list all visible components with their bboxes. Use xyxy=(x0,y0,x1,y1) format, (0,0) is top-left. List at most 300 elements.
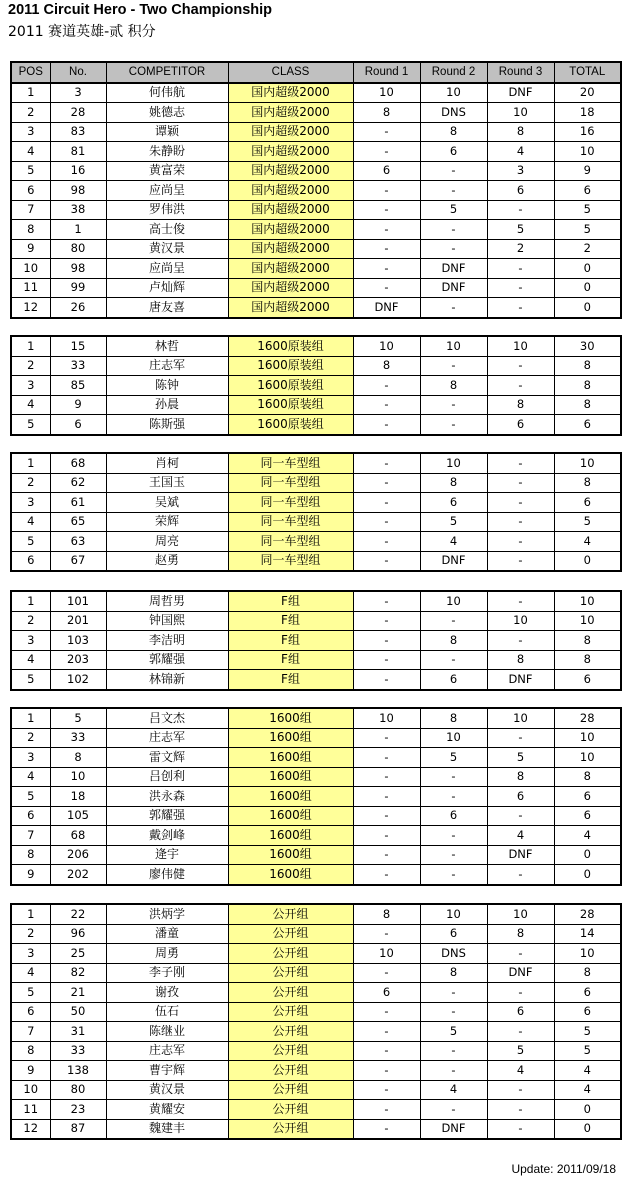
cell-number: 83 xyxy=(50,122,106,142)
cell-class: 同一车型组 xyxy=(228,532,353,552)
cell-pos: 9 xyxy=(11,1061,50,1081)
results-table-5 xyxy=(10,707,622,886)
cell-number: 96 xyxy=(50,924,106,944)
cell-number: 62 xyxy=(50,473,106,493)
cell-class: F组 xyxy=(228,650,353,670)
cell-class: 1600组 xyxy=(228,748,353,768)
cell-round1: - xyxy=(353,220,420,240)
table-row xyxy=(11,83,621,103)
cell-pos: 2 xyxy=(11,611,50,631)
cell-total: 6 xyxy=(554,983,621,1003)
cell-round2: - xyxy=(420,298,487,318)
cell-total: 14 xyxy=(554,924,621,944)
cell-pos: 12 xyxy=(11,1119,50,1139)
cell-number: 6 xyxy=(50,415,106,435)
cell-pos: 11 xyxy=(11,1100,50,1120)
cell-total: 28 xyxy=(554,708,621,728)
table-row xyxy=(11,122,621,142)
table-row xyxy=(11,415,621,435)
cell-round1: - xyxy=(353,473,420,493)
cell-round2: 8 xyxy=(420,122,487,142)
cell-competitor: 逄宇 xyxy=(106,845,228,865)
table-row xyxy=(11,551,621,571)
cell-number: 67 xyxy=(50,551,106,571)
cell-number: 80 xyxy=(50,1080,106,1100)
table-row xyxy=(11,1041,621,1061)
cell-pos: 3 xyxy=(11,493,50,513)
cell-number: 8 xyxy=(50,748,106,768)
cell-round2: - xyxy=(420,220,487,240)
table-row xyxy=(11,493,621,513)
table-row xyxy=(11,904,621,924)
cell-round2: 8 xyxy=(420,473,487,493)
cell-competitor: 吕文杰 xyxy=(106,708,228,728)
cell-number: 10 xyxy=(50,767,106,787)
cell-class: 公开组 xyxy=(228,924,353,944)
cell-round2: 6 xyxy=(420,806,487,826)
table-row xyxy=(11,336,621,356)
cell-pos: 3 xyxy=(11,122,50,142)
cell-class: 1600组 xyxy=(228,806,353,826)
cell-number: 9 xyxy=(50,395,106,415)
cell-round1: - xyxy=(353,181,420,201)
cell-competitor: 陈继业 xyxy=(106,1022,228,1042)
cell-total: 10 xyxy=(554,142,621,162)
cell-round2: 8 xyxy=(420,708,487,728)
cell-pos: 2 xyxy=(11,728,50,748)
cell-round3: - xyxy=(487,1080,554,1100)
cell-pos: 6 xyxy=(11,551,50,571)
cell-class: 国内超级2000 xyxy=(228,83,353,103)
cell-round3: 4 xyxy=(487,826,554,846)
cell-class: 1600组 xyxy=(228,728,353,748)
cell-round2: - xyxy=(420,865,487,885)
cell-total: 28 xyxy=(554,904,621,924)
cell-round2: DNF xyxy=(420,551,487,571)
cell-round1: - xyxy=(353,122,420,142)
cell-class: 1600组 xyxy=(228,845,353,865)
header-round2: Round 2 xyxy=(420,62,487,83)
table-row xyxy=(11,748,621,768)
cell-round3: - xyxy=(487,865,554,885)
cell-class: 1600组 xyxy=(228,787,353,807)
cell-round1: 6 xyxy=(353,983,420,1003)
cell-round3: DNF xyxy=(487,845,554,865)
cell-number: 26 xyxy=(50,298,106,318)
cell-competitor: 孙晨 xyxy=(106,395,228,415)
cell-competitor: 吕创利 xyxy=(106,767,228,787)
cell-competitor: 洪永森 xyxy=(106,787,228,807)
cell-competitor: 伍石 xyxy=(106,1002,228,1022)
cell-round2: 10 xyxy=(420,336,487,356)
cell-round1: - xyxy=(353,1119,420,1139)
cell-number: 28 xyxy=(50,103,106,123)
cell-total: 8 xyxy=(554,395,621,415)
cell-class: 1600组 xyxy=(228,865,353,885)
cell-round3: 5 xyxy=(487,220,554,240)
cell-round1: - xyxy=(353,670,420,690)
cell-competitor: 唐友喜 xyxy=(106,298,228,318)
cell-competitor: 钟国熙 xyxy=(106,611,228,631)
cell-number: 82 xyxy=(50,963,106,983)
cell-competitor: 林哲 xyxy=(106,336,228,356)
cell-class: 同一车型组 xyxy=(228,551,353,571)
cell-number: 22 xyxy=(50,904,106,924)
cell-class: 公开组 xyxy=(228,1022,353,1042)
cell-number: 206 xyxy=(50,845,106,865)
cell-round1: - xyxy=(353,924,420,944)
cell-pos: 12 xyxy=(11,298,50,318)
cell-round2: - xyxy=(420,611,487,631)
cell-number: 98 xyxy=(50,181,106,201)
cell-round2: DNS xyxy=(420,944,487,964)
cell-pos: 10 xyxy=(11,259,50,279)
cell-class: 同一车型组 xyxy=(228,512,353,532)
cell-round3: 8 xyxy=(487,650,554,670)
cell-number: 16 xyxy=(50,161,106,181)
cell-pos: 2 xyxy=(11,473,50,493)
cell-total: 10 xyxy=(554,944,621,964)
cell-round3: 8 xyxy=(487,924,554,944)
cell-competitor: 潘童 xyxy=(106,924,228,944)
cell-competitor: 卢灿辉 xyxy=(106,278,228,298)
cell-round2: DNS xyxy=(420,103,487,123)
cell-total: 0 xyxy=(554,259,621,279)
cell-competitor: 陈斯强 xyxy=(106,415,228,435)
cell-class: 公开组 xyxy=(228,1080,353,1100)
cell-number: 1 xyxy=(50,220,106,240)
cell-pos: 4 xyxy=(11,767,50,787)
update-date: Update: 2011/09/18 xyxy=(511,1162,616,1176)
cell-round1: - xyxy=(353,142,420,162)
cell-round2: - xyxy=(420,161,487,181)
cell-round2: - xyxy=(420,1061,487,1081)
cell-round2: - xyxy=(420,181,487,201)
table-row xyxy=(11,611,621,631)
cell-round3: - xyxy=(487,259,554,279)
cell-class: 公开组 xyxy=(228,1061,353,1081)
cell-round1: 6 xyxy=(353,161,420,181)
cell-competitor: 黄汉景 xyxy=(106,1080,228,1100)
table-row xyxy=(11,1022,621,1042)
cell-round1: - xyxy=(353,650,420,670)
cell-total: 0 xyxy=(554,1119,621,1139)
cell-competitor: 李子刚 xyxy=(106,963,228,983)
cell-total: 5 xyxy=(554,1022,621,1042)
cell-total: 5 xyxy=(554,200,621,220)
cell-round3: - xyxy=(487,1022,554,1042)
cell-round3: 2 xyxy=(487,239,554,259)
cell-round2: 8 xyxy=(420,376,487,396)
cell-class: 国内超级2000 xyxy=(228,200,353,220)
cell-class: 1600组 xyxy=(228,767,353,787)
cell-class: 1600组 xyxy=(228,708,353,728)
header-competitor: COMPETITOR xyxy=(106,62,228,83)
cell-round1: DNF xyxy=(353,298,420,318)
cell-total: 0 xyxy=(554,1100,621,1120)
cell-competitor: 廖伟健 xyxy=(106,865,228,885)
cell-round3: - xyxy=(487,591,554,611)
header-total: TOTAL xyxy=(554,62,621,83)
cell-competitor: 曹宇辉 xyxy=(106,1061,228,1081)
cell-competitor: 姚德志 xyxy=(106,103,228,123)
cell-competitor: 黄汉景 xyxy=(106,239,228,259)
table-row xyxy=(11,512,621,532)
cell-number: 201 xyxy=(50,611,106,631)
cell-round2: - xyxy=(420,1041,487,1061)
cell-round2: - xyxy=(420,767,487,787)
cell-round2: 10 xyxy=(420,83,487,103)
table-row xyxy=(11,532,621,552)
table-row xyxy=(11,200,621,220)
cell-class: 公开组 xyxy=(228,1041,353,1061)
cell-class: F组 xyxy=(228,670,353,690)
cell-round1: 8 xyxy=(353,356,420,376)
cell-class: 1600组 xyxy=(228,826,353,846)
cell-round1: - xyxy=(353,512,420,532)
table-row xyxy=(11,924,621,944)
cell-pos: 6 xyxy=(11,1002,50,1022)
table-row xyxy=(11,1002,621,1022)
cell-round2: - xyxy=(420,650,487,670)
cell-round2: - xyxy=(420,826,487,846)
cell-total: 0 xyxy=(554,845,621,865)
cell-class: 公开组 xyxy=(228,1100,353,1120)
cell-round2: 8 xyxy=(420,631,487,651)
cell-total: 8 xyxy=(554,650,621,670)
cell-number: 5 xyxy=(50,708,106,728)
cell-number: 98 xyxy=(50,259,106,279)
table-row xyxy=(11,473,621,493)
cell-number: 61 xyxy=(50,493,106,513)
cell-pos: 3 xyxy=(11,748,50,768)
cell-round2: - xyxy=(420,983,487,1003)
cell-round2: 5 xyxy=(420,512,487,532)
cell-pos: 1 xyxy=(11,83,50,103)
cell-round2: 5 xyxy=(420,200,487,220)
cell-round1: - xyxy=(353,1100,420,1120)
cell-round2: DNF xyxy=(420,278,487,298)
cell-pos: 9 xyxy=(11,865,50,885)
cell-round1: - xyxy=(353,787,420,807)
cell-round3: 6 xyxy=(487,415,554,435)
cell-round3: 10 xyxy=(487,103,554,123)
cell-competitor: 周哲男 xyxy=(106,591,228,611)
cell-pos: 1 xyxy=(11,708,50,728)
cell-class: F组 xyxy=(228,591,353,611)
cell-class: 1600原装组 xyxy=(228,356,353,376)
cell-total: 4 xyxy=(554,1080,621,1100)
cell-class: 1600原装组 xyxy=(228,376,353,396)
cell-competitor: 高士俊 xyxy=(106,220,228,240)
cell-pos: 4 xyxy=(11,395,50,415)
cell-round1: - xyxy=(353,1080,420,1100)
table-row xyxy=(11,103,621,123)
cell-competitor: 黄富荣 xyxy=(106,161,228,181)
table-row xyxy=(11,983,621,1003)
cell-number: 25 xyxy=(50,944,106,964)
cell-round2: 5 xyxy=(420,748,487,768)
cell-round3: 4 xyxy=(487,142,554,162)
cell-total: 8 xyxy=(554,473,621,493)
cell-competitor: 周勇 xyxy=(106,944,228,964)
cell-pos: 7 xyxy=(11,1022,50,1042)
table-row xyxy=(11,161,621,181)
cell-round1: - xyxy=(353,767,420,787)
cell-round1: - xyxy=(353,963,420,983)
cell-round1: - xyxy=(353,611,420,631)
cell-round3: - xyxy=(487,631,554,651)
table-row xyxy=(11,670,621,690)
cell-pos: 10 xyxy=(11,1080,50,1100)
cell-round2: - xyxy=(420,787,487,807)
cell-class: 国内超级2000 xyxy=(228,298,353,318)
cell-pos: 2 xyxy=(11,103,50,123)
cell-round2: 5 xyxy=(420,1022,487,1042)
cell-round2: 6 xyxy=(420,493,487,513)
cell-class: 国内超级2000 xyxy=(228,239,353,259)
cell-total: 9 xyxy=(554,161,621,181)
cell-round1: - xyxy=(353,259,420,279)
cell-number: 23 xyxy=(50,1100,106,1120)
cell-round3: 8 xyxy=(487,122,554,142)
cell-competitor: 魏建丰 xyxy=(106,1119,228,1139)
cell-round3: 5 xyxy=(487,1041,554,1061)
cell-class: 国内超级2000 xyxy=(228,181,353,201)
cell-round3: - xyxy=(487,512,554,532)
cell-round1: - xyxy=(353,748,420,768)
cell-round3: - xyxy=(487,1100,554,1120)
cell-round2: 8 xyxy=(420,963,487,983)
cell-round3: 4 xyxy=(487,1061,554,1081)
cell-round3: 10 xyxy=(487,904,554,924)
table-row xyxy=(11,259,621,279)
cell-class: 同一车型组 xyxy=(228,473,353,493)
results-table-2 xyxy=(10,335,622,436)
cell-round3: - xyxy=(487,298,554,318)
table-row xyxy=(11,278,621,298)
cell-pos: 4 xyxy=(11,650,50,670)
cell-round1: - xyxy=(353,1022,420,1042)
cell-number: 103 xyxy=(50,631,106,651)
cell-total: 4 xyxy=(554,532,621,552)
table-row xyxy=(11,376,621,396)
table-row xyxy=(11,1080,621,1100)
cell-number: 3 xyxy=(50,83,106,103)
cell-total: 6 xyxy=(554,670,621,690)
cell-pos: 1 xyxy=(11,591,50,611)
table-row xyxy=(11,356,621,376)
cell-round3: 10 xyxy=(487,336,554,356)
cell-round3: DNF xyxy=(487,670,554,690)
cell-round1: - xyxy=(353,865,420,885)
header-row xyxy=(11,62,621,83)
cell-pos: 2 xyxy=(11,356,50,376)
cell-total: 30 xyxy=(554,336,621,356)
cell-round3: 6 xyxy=(487,787,554,807)
cell-round3: 6 xyxy=(487,181,554,201)
table-row xyxy=(11,220,621,240)
cell-pos: 8 xyxy=(11,220,50,240)
cell-round2: 6 xyxy=(420,670,487,690)
cell-class: F组 xyxy=(228,611,353,631)
cell-round3: - xyxy=(487,376,554,396)
cell-pos: 9 xyxy=(11,239,50,259)
cell-round3: 5 xyxy=(487,748,554,768)
cell-competitor: 庄志军 xyxy=(106,728,228,748)
cell-round1: - xyxy=(353,395,420,415)
cell-total: 0 xyxy=(554,278,621,298)
cell-total: 18 xyxy=(554,103,621,123)
cell-round1: 10 xyxy=(353,708,420,728)
cell-round2: DNF xyxy=(420,1119,487,1139)
cell-pos: 3 xyxy=(11,944,50,964)
cell-class: 1600原装组 xyxy=(228,395,353,415)
header-round3: Round 3 xyxy=(487,62,554,83)
cell-total: 8 xyxy=(554,767,621,787)
cell-round1: - xyxy=(353,453,420,473)
cell-total: 4 xyxy=(554,826,621,846)
table-row xyxy=(11,239,621,259)
cell-class: 国内超级2000 xyxy=(228,142,353,162)
cell-round1: - xyxy=(353,1002,420,1022)
cell-round3: - xyxy=(487,806,554,826)
table-row xyxy=(11,728,621,748)
cell-total: 5 xyxy=(554,512,621,532)
cell-pos: 4 xyxy=(11,512,50,532)
cell-round1: - xyxy=(353,591,420,611)
cell-competitor: 李洁明 xyxy=(106,631,228,651)
cell-pos: 1 xyxy=(11,336,50,356)
cell-total: 0 xyxy=(554,551,621,571)
cell-competitor: 吴斌 xyxy=(106,493,228,513)
header-round1: Round 1 xyxy=(353,62,420,83)
cell-number: 65 xyxy=(50,512,106,532)
cell-round1: - xyxy=(353,826,420,846)
table-row xyxy=(11,1100,621,1120)
cell-number: 33 xyxy=(50,356,106,376)
cell-round3: - xyxy=(487,532,554,552)
cell-number: 138 xyxy=(50,1061,106,1081)
cell-round3: 3 xyxy=(487,161,554,181)
table-row xyxy=(11,631,621,651)
table-row xyxy=(11,591,621,611)
cell-competitor: 黄耀安 xyxy=(106,1100,228,1120)
cell-round3: 8 xyxy=(487,395,554,415)
cell-class: 国内超级2000 xyxy=(228,103,353,123)
cell-round1: - xyxy=(353,845,420,865)
cell-total: 4 xyxy=(554,1061,621,1081)
cell-total: 8 xyxy=(554,963,621,983)
results-table-1 xyxy=(10,61,622,319)
cell-number: 105 xyxy=(50,806,106,826)
cell-round2: 6 xyxy=(420,924,487,944)
page-subtitle: 2011 赛道英雄-贰 积分 xyxy=(8,24,156,40)
cell-round1: - xyxy=(353,376,420,396)
cell-round3: - xyxy=(487,1119,554,1139)
cell-round2: - xyxy=(420,395,487,415)
cell-pos: 3 xyxy=(11,376,50,396)
cell-competitor: 庄志军 xyxy=(106,356,228,376)
cell-round2: 4 xyxy=(420,532,487,552)
cell-round2: DNF xyxy=(420,259,487,279)
cell-round2: 4 xyxy=(420,1080,487,1100)
cell-competitor: 赵勇 xyxy=(106,551,228,571)
cell-class: 公开组 xyxy=(228,963,353,983)
cell-round1: - xyxy=(353,1041,420,1061)
cell-competitor: 周亮 xyxy=(106,532,228,552)
cell-round2: 10 xyxy=(420,453,487,473)
